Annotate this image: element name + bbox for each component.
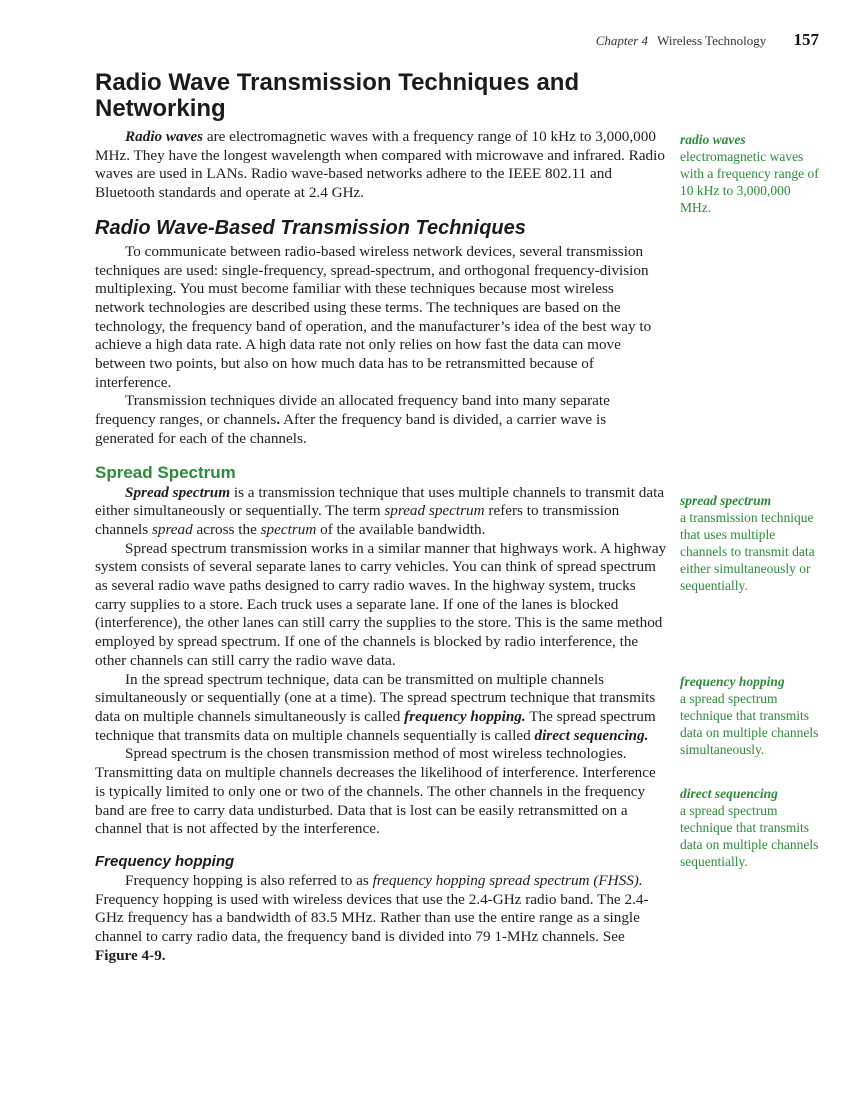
glossary-term: frequency hopping bbox=[680, 674, 785, 689]
paragraph-text: are electromagnetic waves with a frequency range of 10 kHz to 3,000,000 MHz. They have the longest wavelength when compared with microwave and infrared. Radio waves are used in LANs. Radio wave-based networks adhere to the IEEE 802.11 and Bluetooth standards and operate at 2.4 GHz. bbox=[95, 128, 665, 202]
paragraph-radio-waves bbox=[95, 128, 667, 203]
glossary-term: spread spectrum bbox=[680, 493, 772, 508]
paragraph-text: In the spread spectrum technique, data can be transmitted on multiple channels simultaneously or sequentially (one at a time). The spread spectrum technique that transmits data on multiple channels simultaneously is called bbox=[95, 670, 656, 725]
header-section: Wireless Technology bbox=[657, 33, 767, 48]
page-number: 157 bbox=[793, 30, 819, 49]
section-title: Radio Wave Transmission Techniques and Networking bbox=[95, 69, 580, 122]
italic-term: spectrum bbox=[260, 520, 317, 538]
key-term-spread-spectrum: Spread spectrum bbox=[125, 483, 231, 501]
paragraph-channels bbox=[95, 392, 667, 448]
italic-term: spread bbox=[151, 520, 193, 538]
figure-reference: Figure 4-9. bbox=[95, 946, 166, 964]
paragraph-text: is a transmission technique that uses multiple channels to transmit data either simultaneously or sequentially. The term bbox=[95, 483, 665, 520]
glossary-entry bbox=[680, 131, 820, 216]
italic-term: spread spectrum bbox=[384, 502, 485, 520]
key-term-radio-waves: Radio waves bbox=[125, 128, 204, 145]
paragraph-chosen-method: Spread spectrum is the chosen transmission method of most wireless technologies. Transmitting data on multiple channels decreases the likelihood of interference. Interference is typically limited to only one or two of the channels. The other channels in the frequency band are free to carry data undisturbed. Data that is lost can be easily retransmitted on a channel that is not affected by the interference. bbox=[95, 745, 656, 838]
paragraph-text: The spread spectrum technique that transmits data on multiple channels sequentially is called bbox=[95, 707, 656, 744]
glossary-definition: a spread spectrum technique that transmits data on multiple channels sequentially. bbox=[680, 803, 819, 869]
bold-period: . bbox=[276, 411, 281, 429]
glossary-term: direct sequencing bbox=[680, 786, 778, 801]
subsection-title: Radio Wave-Based Transmission Techniques bbox=[95, 216, 526, 239]
running-header bbox=[596, 30, 819, 50]
paragraph-text: of the available bandwidth. bbox=[316, 520, 486, 538]
glossary-entry bbox=[680, 492, 820, 594]
paragraph-hopping-sequencing bbox=[95, 671, 667, 746]
glossary-radio-waves bbox=[680, 131, 820, 226]
paragraph-text: refers to transmission channels bbox=[95, 502, 620, 538]
glossary-term: radio waves bbox=[680, 132, 746, 147]
paragraph-highway: Spread spectrum transmission works in a similar manner that highways work. A highway system consists of several separate lanes to carry vehicles. You can think of spread spectrum as several radio wave paths designed to carry radio waves. In the highway system, trucks carry supplies to a store. Each truck uses a separate lane. If one of the lanes is blocked (interference), the other lanes can still carry the supplies to the store. This is the same method employed by spread spectrum. If one of the channels is blocked by radio interference, the other channels can still carry the radio wave data. bbox=[95, 539, 667, 669]
glossary-entry bbox=[680, 673, 820, 758]
paragraph-text: Frequency hopping is used with wireless devices that use the 2.4-GHz radio band. The 2.4-GHz frequency has a bandwidth of 83.5 MHz. Rather than use the entire range as a single channel to carry radio data, the frequency band is divided into 79 1-MHz channels. See bbox=[95, 890, 649, 946]
glossary-definition: electromagnetic waves with a frequency range of 10 kHz to 3,000,000 MHz. bbox=[680, 149, 819, 215]
paragraph-fhss bbox=[95, 872, 667, 966]
glossary-definition: a spread spectrum technique that transmits data on multiple channels simultaneously. bbox=[680, 691, 819, 757]
paragraph-text: across the bbox=[192, 520, 261, 538]
glossary-definition: a transmission technique that uses multiple channels to transmit data either simultaneously or sequentially. bbox=[680, 510, 815, 593]
paragraph-spread-spectrum bbox=[95, 484, 667, 540]
paragraph-text: Transmission techniques divide an allocated frequency band into many separate frequency ranges, or channels bbox=[95, 392, 610, 429]
paragraph-text: After the frequency band is divided, a carrier wave is generated for each of the channels. bbox=[95, 411, 607, 447]
glossary-frequency-hopping bbox=[680, 673, 820, 768]
paragraph-techniques: To communicate between radio-based wireless network devices, several transmission techniques are used: single-frequency, spread-spectrum, and orthogonal frequency-division multiplexing. You must become familiar with these techniques because most wireless network technologies are described using these terms. The techniques are based on the technology, the frequency band of operation, and the manufacturer’s idea of the best way to achieve a high data rate. A high data rate not only relies on how fast the data can move between two points, but also on how much data has to be retransmitted because of interference. bbox=[95, 242, 652, 391]
italic-term: frequency hopping spread spectrum (FHSS). bbox=[372, 871, 643, 889]
glossary-spread-spectrum bbox=[680, 492, 820, 604]
key-term-direct-sequencing: direct sequencing. bbox=[534, 726, 649, 744]
glossary-entry bbox=[680, 785, 820, 870]
key-term-frequency-hopping: frequency hopping. bbox=[404, 707, 526, 725]
paragraph-text: Frequency hopping is also referred to as bbox=[125, 871, 373, 889]
heading-spread-spectrum: Spread Spectrum bbox=[95, 462, 236, 482]
heading-frequency-hopping: Frequency hopping bbox=[95, 852, 235, 870]
header-chapter: Chapter 4 bbox=[595, 33, 649, 48]
main-column bbox=[95, 70, 667, 965]
glossary-direct-sequencing bbox=[680, 785, 820, 880]
